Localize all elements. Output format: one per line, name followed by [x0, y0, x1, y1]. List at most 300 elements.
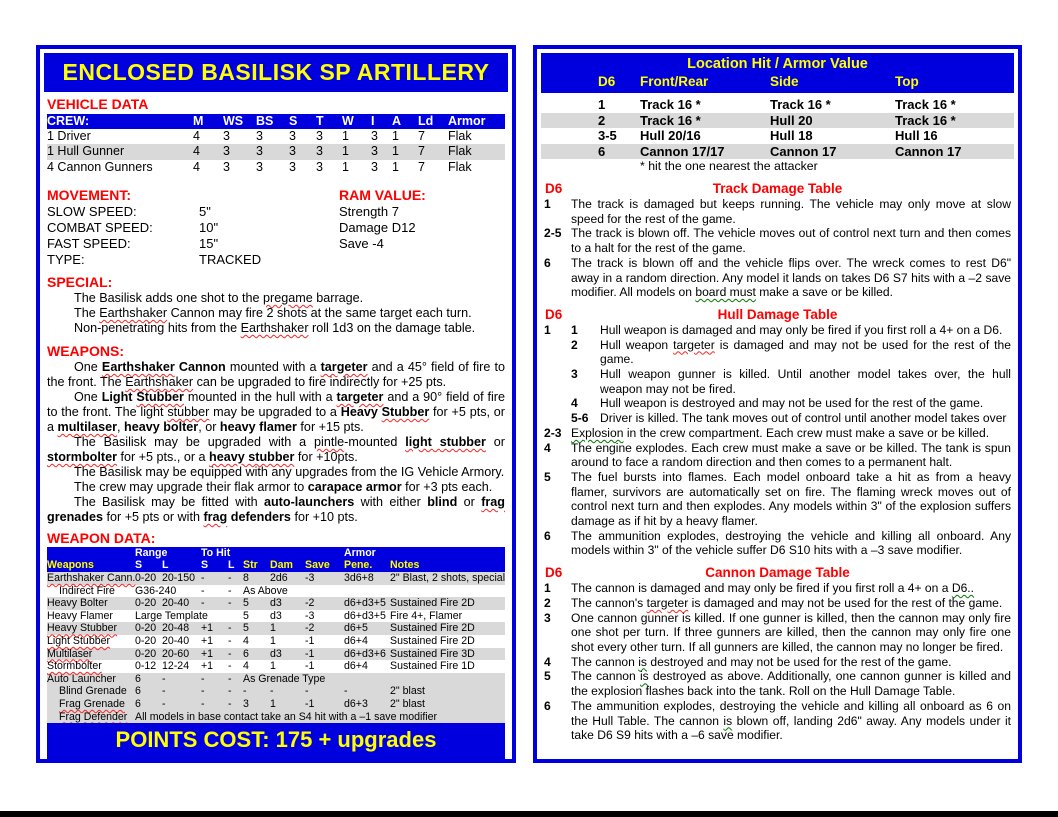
special-rule [47, 321, 505, 336]
table-cell: Cannon 17 [895, 143, 962, 159]
location-hit-table [541, 97, 1014, 159]
text-run: is [723, 713, 733, 728]
text-run: targeter [673, 337, 715, 352]
damage-item [544, 529, 1011, 558]
table-cell: 1 [342, 159, 349, 174]
text-run: Stubber [136, 389, 184, 404]
text-run: is [638, 654, 647, 669]
table-row [541, 97, 1014, 113]
table-cell: 6 [135, 697, 141, 710]
table-cell: 1 [392, 144, 399, 159]
table-cell: Sustained Fire 2D [390, 634, 475, 647]
text-run: The track is damaged but keeps running. The vehicle may only move at slow speed for the rest of the game. [571, 197, 1011, 226]
movement-row [47, 204, 339, 220]
table-cell: -3 [305, 572, 315, 584]
table-cell: d6+4 [344, 660, 368, 673]
table-row [47, 572, 505, 585]
datasheet-title: ENCLOSED BASILISK SP ARTILLERY [62, 59, 490, 85]
table-cell: - [201, 597, 205, 610]
table-cell: WS [223, 114, 244, 128]
damage-roll-number: 1 [544, 581, 551, 596]
table-cell: - [228, 685, 232, 698]
damage-item [544, 470, 1011, 529]
table-cell: Hull 20/16 [640, 128, 701, 143]
damage-roll-number: 6 [544, 255, 551, 270]
table-cell: 3 [371, 159, 378, 174]
table-cell: -2 [305, 597, 315, 610]
text-run: The ammunition explodes, destroying the vehicle and killing all onboard as 6 on the Hull Table. The cannon [571, 698, 1011, 728]
table-cell: 3-5 [598, 128, 617, 143]
text-run: heavy stubber [209, 449, 295, 464]
damage-roll-number: 5 [544, 669, 551, 684]
weapons-paragraph [47, 495, 505, 525]
crew-table [47, 114, 505, 175]
text-run: Cannon [174, 359, 226, 374]
damage-roll-number: 4 [544, 654, 551, 669]
table-cell: Cannon 17/17 [640, 143, 725, 159]
table-cell: Track 16 * [640, 112, 701, 128]
weapons-section [47, 343, 505, 525]
table-cell: Light Stubber [47, 634, 111, 647]
table-cell: -1 [305, 634, 315, 647]
table-cell: L [162, 559, 169, 572]
damage-text [571, 699, 1011, 743]
text-run: The track is blown off. The vehicle moves out of control next turn and then comes to a halt for the rest of the game. [571, 226, 1011, 256]
table-cell: Track 16 * [770, 97, 831, 112]
table-cell: 3 [316, 129, 323, 144]
table-cell: 0-20 [135, 597, 157, 610]
table-cell [243, 547, 344, 560]
table-cell: 20-60 [162, 647, 190, 660]
table-cell: 4 [243, 634, 249, 647]
text-run: Driver is killed. The tank moves out of control until another model takes over [600, 411, 1007, 426]
table-cell: 3 [223, 129, 230, 144]
table-cell: d6+d3+6 [344, 647, 386, 660]
table-cell: - [228, 597, 232, 610]
table-cell: - [162, 697, 166, 710]
table-cell: 1 [270, 622, 276, 635]
table-cell: -1 [305, 660, 315, 673]
table-cell: 3d6+8 [344, 572, 374, 584]
table-cell: Hull 18 [770, 128, 813, 143]
text-run: The Basilisk may be equipped with any upgrades from the IG Vehicle Armory. [74, 464, 505, 479]
text-run: targeter [336, 389, 384, 404]
text-run: or [457, 494, 482, 509]
movement-row [47, 220, 339, 236]
damage-text [571, 256, 1011, 300]
damage-item [544, 669, 1011, 698]
table-cell: Range [135, 546, 168, 559]
table-row [47, 660, 505, 673]
text-run: or [485, 434, 505, 449]
damage-roll-number: 2-3 [544, 425, 562, 440]
table-cell [390, 547, 505, 560]
table-row [47, 559, 505, 572]
damage-item [571, 396, 1011, 411]
table-row [47, 635, 505, 648]
ram-value-line: Save -4 [339, 235, 384, 251]
weapons-paragraph [47, 360, 505, 390]
movement-label: FAST SPEED: [47, 235, 131, 251]
weapons-paragraph [47, 390, 505, 435]
text-run: with either [354, 494, 428, 509]
table-cell: - [228, 697, 232, 710]
damage-item [544, 611, 1011, 655]
table-cell: Frag Grenade [59, 697, 125, 710]
text-run: Earthshaker [125, 374, 194, 389]
table-cell: S [201, 559, 209, 572]
table-cell: Sustained Fire 3D [390, 647, 475, 660]
damage-roll-number: 3 [571, 367, 578, 382]
table-cell: 2" Blast, 2 shots, special [390, 572, 506, 584]
table-cell: 4 [243, 660, 249, 673]
damage-item [571, 338, 1011, 367]
table-cell: As Above [243, 584, 288, 597]
table-cell: I [371, 114, 375, 128]
hull-damage-items [544, 323, 1011, 558]
location-table-footnote: * hit the one nearest the attacker [640, 159, 818, 173]
table-cell: 2 [598, 112, 606, 128]
table-cell: - [305, 685, 309, 698]
table-cell: As Grenade Type [243, 672, 326, 685]
damage-text [571, 581, 1011, 596]
text-run: Hull weapon gunner is killed. Until another model takes over, the hull weapon may not be fired. [600, 367, 1011, 396]
text-run: Cannon may fire 2 shots at the same target each turn. [167, 305, 472, 320]
damage-text [571, 596, 1011, 611]
text-run: is [640, 669, 649, 684]
ram-value-section [339, 187, 505, 268]
weapon-data-heading: WEAPON DATA: [47, 529, 156, 546]
damage-item [571, 323, 1011, 338]
table-cell: 5 [243, 622, 249, 635]
text-run: Hull weapon [600, 337, 674, 352]
text-run: for +10 pts. [290, 509, 358, 524]
table-cell: 20-150 [162, 572, 195, 584]
movement-section [47, 187, 339, 268]
damage-text [571, 655, 1011, 670]
ram-value-heading: RAM VALUE: [339, 186, 426, 203]
damage-item [544, 256, 1011, 300]
table-cell: 0-12 [135, 660, 157, 673]
table-cell: d6+d3+5 [344, 609, 386, 622]
text-run: is damaged and may not be used for the rest of the game. [688, 595, 1003, 610]
text-run: pintle [314, 434, 345, 449]
table-row [47, 114, 505, 129]
text-run: The ammunition explodes, destroying the vehicle and killing all onboard. Any models within 3" of the vehicle suffer D6 S10 hits with a –3 save modifier. [571, 528, 1011, 558]
table-cell: Ld [418, 114, 434, 128]
text-run: heavy bolter [124, 419, 199, 434]
table-cell: - [201, 672, 205, 685]
damage-text [571, 226, 1011, 255]
location-col-front-rear: Front/Rear [640, 74, 709, 89]
table-row [47, 144, 505, 159]
table-cell: - [243, 685, 247, 698]
text-run: Stubber [381, 404, 430, 419]
table-cell: Track 16 * [895, 97, 956, 112]
table-cell: +1 [201, 622, 214, 635]
damage-text [571, 323, 1011, 426]
text-run: The Basilisk may be fitted with [74, 494, 264, 509]
movement-label: SLOW SPEED: [47, 203, 137, 219]
table-cell: 5 [243, 609, 249, 622]
table-cell: 8 [243, 572, 249, 584]
damage-roll-number: 4 [544, 440, 551, 455]
table-row [47, 129, 505, 144]
vehicle-datasheet-card [36, 45, 516, 763]
text-run: heavy flamer [219, 419, 297, 434]
damage-roll-number: 6 [544, 528, 551, 543]
hull-damage-table [544, 307, 1011, 558]
text-run: can be upgraded to fire indirectly for +25 pts. [193, 374, 447, 389]
text-run: for +5 pts., or a [116, 449, 210, 464]
table-cell: Str [243, 559, 258, 572]
text-run: for +10pts. [294, 449, 358, 464]
table-cell: 6 [135, 685, 141, 698]
table-cell: Indirect Fire [59, 584, 115, 597]
d6-label: D6 [545, 565, 563, 581]
damage-text [600, 338, 1011, 367]
table-cell: - [228, 584, 232, 597]
damage-roll-number: 2 [571, 337, 578, 352]
text-run: pregame [263, 290, 313, 305]
table-cell: 2" blast [390, 685, 425, 698]
table-cell: CREW: [47, 114, 90, 128]
location-table-header-bar [541, 53, 1014, 93]
table-row [47, 547, 505, 560]
location-col-top: Top [895, 74, 919, 89]
table-cell: - [228, 572, 232, 584]
special-heading: SPECIAL: [47, 273, 113, 290]
table-cell: Earthshaker Cann. [47, 572, 136, 584]
cannon-damage-table [544, 565, 1011, 743]
damage-item [544, 197, 1011, 226]
damage-item [571, 411, 1011, 426]
text-run: , or [198, 419, 220, 434]
table-cell: - [228, 672, 232, 685]
table-cell: 20-40 [162, 634, 190, 647]
track-damage-items [544, 197, 1011, 300]
table-cell: Heavy Stubber [47, 622, 118, 635]
text-run: frag [203, 509, 228, 524]
table-cell: Hull 20 [770, 112, 813, 128]
table-cell: d3 [270, 597, 282, 610]
text-run: -mounted [344, 434, 406, 449]
table-cell: Fire 4+, Flamer [390, 609, 463, 622]
table-cell: - [228, 622, 232, 635]
text-run: The Basilisk may be upgraded with a [74, 434, 315, 449]
table-cell: 3 [316, 144, 323, 159]
table-cell: 1 [270, 660, 276, 673]
text-run: mounted with a [225, 359, 321, 374]
table-cell: Notes [390, 559, 420, 572]
table-cell: 4 [193, 129, 200, 144]
damage-tables-card [533, 45, 1022, 763]
weapon-data-table [47, 547, 505, 723]
movement-label: TYPE: [47, 251, 85, 267]
special-section [47, 274, 505, 336]
damage-text [571, 611, 1011, 655]
table-cell: 3 [289, 159, 296, 174]
table-cell: 3 [289, 129, 296, 144]
text-run: for +3 pts each. [401, 479, 493, 494]
text-run: The cannon is damaged and may only be fired if you first roll a 4+ on a [571, 581, 952, 596]
table-cell: Cannon 17 [770, 143, 837, 159]
table-cell: d6+5 [344, 622, 368, 635]
table-cell: 4 [193, 144, 200, 159]
location-col-side: Side [770, 74, 799, 89]
table-cell: W [342, 114, 354, 128]
text-run: carapace armor [307, 479, 402, 494]
text-run: Earthshaker [240, 320, 309, 335]
table-row [47, 711, 505, 724]
text-run: stubber [167, 404, 210, 419]
ram-value-line: Damage D12 [339, 219, 416, 235]
weapons-paragraph [47, 435, 505, 465]
text-run: for +5 pts, or a [47, 404, 505, 434]
table-cell: Weapons [47, 559, 94, 572]
table-row [47, 648, 505, 661]
damage-text [600, 411, 1011, 426]
text-run: make a save or be killed. [755, 285, 893, 300]
table-cell: 1 Driver [47, 129, 91, 144]
damage-text [571, 669, 1011, 698]
damage-roll-number: 1 [571, 322, 578, 337]
damage-roll-number: 1 [544, 322, 551, 337]
text-run: destroyed and may not be used for the rest of the game. [646, 654, 952, 669]
table-cell: Sustained Fire 2D [390, 622, 475, 635]
table-cell: +1 [201, 634, 214, 647]
text-run: targeter [320, 359, 368, 374]
weapons-paragraph [47, 465, 505, 480]
points-cost-text: POINTS COST: 175 + upgrades [115, 727, 437, 753]
text-run: One [74, 359, 102, 374]
table-row [541, 113, 1014, 129]
table-cell: Blind Grenade [59, 685, 127, 698]
d6-label: D6 [545, 306, 563, 322]
text-run: Hull weapon is damaged and may only be fired if you first roll a 4+ on a D6. [600, 322, 1003, 337]
table-cell: - [201, 584, 205, 597]
damage-text [600, 396, 1011, 411]
text-run: One cannon gunner is killed. If one gunner is killed, then the cannon may only fire one shot per turn. If three gunners are killed, then the cannon may only fire one shot every other turn. If all gunners are killed, the cannon may no longer be fired. [571, 610, 1011, 654]
table-cell: +1 [201, 660, 214, 673]
text-run: grenades [47, 509, 103, 524]
movement-value: 15" [199, 235, 219, 251]
table-cell: 1 [342, 129, 349, 144]
table-cell: Large Template [135, 609, 208, 622]
table-cell: All models in base contact take an S4 hit with a –1 save modifier [135, 710, 438, 723]
table-cell: Frag Defender [59, 710, 128, 723]
table-cell: -1 [305, 697, 315, 710]
datasheet-title-bar [44, 53, 508, 92]
table-row [47, 160, 505, 175]
table-cell: 6 [243, 647, 249, 660]
ram-value-line: Strength 7 [339, 203, 399, 219]
text-run: The Basilisk adds one shot to the [74, 290, 264, 305]
text-run: stormbolter [47, 449, 117, 464]
table-cell: 6 [135, 672, 141, 685]
damage-text [600, 367, 1011, 396]
table-cell: 3 [256, 129, 263, 144]
cannon-damage-heading [544, 565, 1011, 581]
table-cell: +1 [201, 647, 214, 660]
table-cell: 3 [316, 159, 323, 174]
damage-roll-number: 2 [544, 595, 551, 610]
location-table-column-headers [541, 73, 1014, 90]
damage-roll-number: 4 [571, 396, 578, 411]
table-cell: d3 [270, 609, 282, 622]
text-run: destroyed as above. Additionally, one cannon gunner is killed and the explosion flashes back into the tank. Roll on the Hull Damage Table. [571, 669, 1011, 699]
table-cell: 2" blast [390, 697, 425, 710]
text-run: Hull weapon is destroyed and may not be used for the rest of the game. [600, 396, 984, 411]
text-run: Light [101, 389, 137, 404]
table-cell: Dam [270, 559, 293, 572]
table-cell: - [228, 634, 232, 647]
text-run: auto-launchers [263, 494, 355, 509]
table-cell: - [344, 685, 348, 698]
table-cell: - [201, 697, 205, 710]
text-run: The track is blown off and the vehicle flips over. The wreck comes to rest D6" away in a random direction. Any model it lands on takes D6 S7 hits with a –2 save modifier. All models on [571, 255, 1011, 300]
track-damage-table [544, 181, 1011, 300]
text-run: in the crew compartment. Each crew must make a save or be killed. [623, 425, 990, 440]
table-row [47, 622, 505, 635]
text-run: blind [427, 494, 458, 509]
movement-value: 5" [199, 203, 211, 219]
text-run: Explosion [571, 425, 624, 440]
points-cost-bar [47, 723, 505, 759]
table-cell: - [228, 660, 232, 673]
text-run: board must [695, 285, 756, 300]
table-cell: 6 [598, 143, 606, 159]
damage-item [544, 226, 1011, 255]
table-cell: 3 [256, 159, 263, 174]
table-row [47, 585, 505, 598]
cannon-damage-items [544, 581, 1011, 743]
table-cell: 3 [371, 129, 378, 144]
damage-roll-number: 3 [544, 610, 551, 625]
table-cell: Sustained Fire 1D [390, 660, 475, 673]
table-cell: M [193, 114, 204, 128]
table-cell: - [228, 647, 232, 660]
table-cell: 20-48 [162, 622, 190, 635]
text-run: Earthshaker [99, 305, 168, 320]
table-cell: 3 [289, 144, 296, 159]
table-cell: 1 [392, 159, 399, 174]
damage-item [544, 655, 1011, 670]
text-run: and a 90° field of fire to the front. The light [47, 389, 505, 419]
table-cell: A [392, 114, 402, 128]
damage-item [544, 699, 1011, 743]
table-cell: S [289, 114, 298, 128]
damage-item [544, 596, 1011, 611]
table-cell: 1 [270, 634, 276, 647]
track-damage-title: Track Damage Table [712, 181, 843, 196]
table-row [541, 144, 1014, 160]
table-cell: 0-20 [135, 634, 157, 647]
table-cell: Multilaser [47, 647, 93, 660]
table-cell: G36-240 [135, 584, 177, 597]
table-cell: - [162, 672, 166, 685]
table-cell: 2d6 [270, 572, 288, 584]
text-run: The cannon [571, 654, 639, 669]
damage-item [544, 323, 1011, 426]
text-run: for +15 pts. [296, 419, 364, 434]
table-cell: - [270, 685, 274, 698]
table-cell: d6+3 [344, 697, 368, 710]
table-cell: 1 [598, 97, 606, 112]
table-cell: 7 [418, 159, 425, 174]
table-cell: 3 [243, 697, 249, 710]
table-cell: 1 [270, 697, 276, 710]
